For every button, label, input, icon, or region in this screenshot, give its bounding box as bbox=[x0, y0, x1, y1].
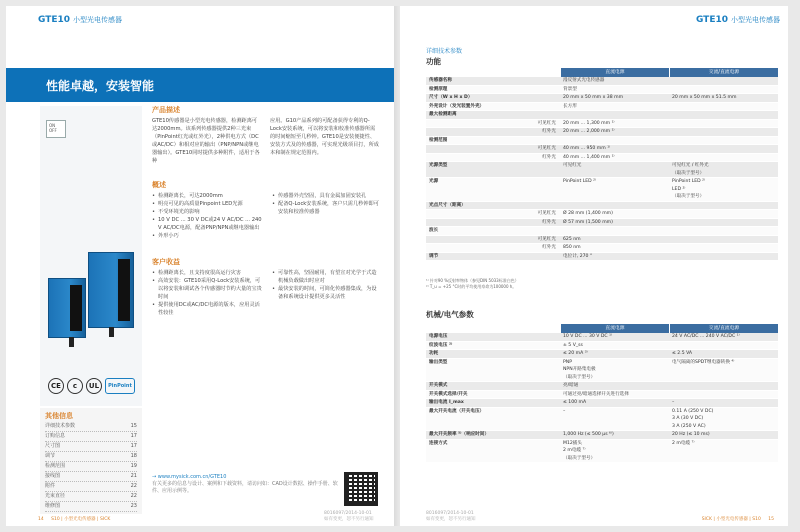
row-value-dc bbox=[560, 111, 669, 119]
right-doc-code: 8016097/2014-10-01 bbox=[426, 511, 474, 516]
row-value-dc: 可通过亮/暗通选择开关进行选择 bbox=[563, 391, 629, 397]
bullet-item: • 高效安装：GTE10采用Q-Lock安装系统，可以将安装和调试各个传感器时节约大量的宝贵时间 bbox=[152, 277, 262, 301]
ce-mark-icon: CE bbox=[48, 378, 64, 394]
row-value-dc: 10 V DC ... 30 V DC ¹⁾ bbox=[563, 334, 613, 339]
row-label: 最大开关频率 ⁵⁾（响应时间） bbox=[429, 432, 490, 437]
left-page-number: 14 bbox=[38, 517, 44, 522]
row-label: 输出电流 I_max bbox=[429, 400, 464, 405]
product-description bbox=[152, 106, 260, 165]
header-model-right: GTE10 bbox=[695, 15, 728, 25]
pinpoint-logo: PinPoint bbox=[105, 378, 135, 394]
functional-table bbox=[426, 68, 778, 261]
row-value-acdc bbox=[669, 391, 778, 399]
row-value-acdc bbox=[669, 154, 778, 162]
right-page bbox=[400, 6, 788, 526]
row-value-dc bbox=[560, 227, 669, 235]
right-footer-text: SICK | 小型光电传感器 | S10 bbox=[701, 517, 761, 522]
left-page bbox=[6, 6, 394, 526]
benefits-list-2 bbox=[272, 269, 380, 317]
table-row bbox=[426, 253, 778, 262]
table-row bbox=[426, 219, 778, 228]
toc-item-page: 23 bbox=[130, 503, 137, 509]
electrical-title: 机械/电气参数 bbox=[426, 310, 474, 319]
row-value-acdc bbox=[669, 236, 778, 244]
row-label: 调节 bbox=[429, 253, 439, 259]
toc-item-label: 详细技术参数 bbox=[45, 423, 76, 429]
row-value-dc: 漫反射式光电传感器 bbox=[563, 78, 605, 83]
toc-item-label: 检测范围 bbox=[45, 463, 66, 469]
toc-item[interactable] bbox=[45, 492, 137, 502]
more-info-link-block bbox=[152, 474, 338, 495]
table-row bbox=[426, 86, 778, 95]
overview-section bbox=[152, 181, 380, 240]
toc-item[interactable] bbox=[45, 482, 137, 492]
row-label: 传感器名称 bbox=[429, 78, 452, 83]
table-row bbox=[426, 120, 778, 129]
row-value-acdc bbox=[669, 202, 778, 210]
left-doc-note: 如有变更，恕不另行通知 bbox=[324, 517, 374, 522]
row-value-dc: ≤ 20 mA ³⁾ bbox=[563, 351, 588, 356]
row-value-acdc: 0.11 A (250 V DC) 3 A (30 V DC) 3 A (250 V AC) bbox=[672, 408, 714, 429]
row-value-dc: 20 mm ... 2,000 mm ¹⁾ bbox=[563, 129, 615, 134]
table-row bbox=[426, 391, 778, 400]
table-row bbox=[426, 227, 778, 236]
row-value-dc: M12插头 2 m电缆 ⁷⁾ （取决于型号） bbox=[563, 440, 596, 461]
product-description-text-2: 应用。G10产品系列的可配备获得专利的Q-Lock安装系统，可以将安装和校准传感器所需的时间缩短至几秒钟。GTE10是安装便捷性、安装方式及的传感器，可实现光级项目打，所成本和制在规定范围内。 bbox=[270, 118, 379, 156]
table-row bbox=[426, 350, 778, 359]
bullet-item: • 提供使用DC或AC/DC电源的版本，应用灵活性较佳 bbox=[152, 301, 262, 317]
product-description-cont bbox=[270, 117, 380, 157]
table-row bbox=[426, 382, 778, 391]
row-label: 红外光 bbox=[542, 219, 556, 225]
row-value-acdc: ≤ 2.5 VA bbox=[672, 351, 693, 356]
row-label: 开关模式选择/开关 bbox=[429, 391, 468, 397]
row-value-dc: 40 mm ... 1,400 mm ¹⁾ bbox=[563, 154, 615, 160]
row-label: 外壳设计（发光装置外壳） bbox=[429, 103, 485, 109]
table-row bbox=[426, 210, 778, 219]
header-dc: 直流电源 bbox=[561, 68, 669, 77]
row-label: 光源 bbox=[429, 179, 439, 184]
functional-title: 功能 bbox=[426, 57, 441, 66]
row-label: 开关模式 bbox=[429, 383, 448, 388]
row-value-acdc: 20 mm x 50 mm x 51.5 mm bbox=[672, 95, 737, 100]
table-row bbox=[426, 342, 778, 351]
toc-item-label: 接线图 bbox=[45, 473, 61, 479]
hero-banner bbox=[6, 68, 394, 102]
row-value-dc: 可见红光 bbox=[563, 163, 582, 168]
table-row bbox=[426, 77, 778, 86]
row-label: 可见红光 bbox=[537, 211, 556, 216]
footnote-2: ²⁾ T_u = +25 °C时的平均使用寿命为100000 h。 bbox=[426, 284, 517, 289]
row-value-acdc bbox=[669, 244, 778, 252]
header-dc-2: 直流电源 bbox=[561, 324, 669, 333]
row-label: 光点尺寸（距离） bbox=[429, 202, 466, 208]
row-label: 红外光 bbox=[542, 154, 556, 160]
electrical-table bbox=[426, 324, 778, 463]
table-row bbox=[426, 244, 778, 253]
row-value-acdc bbox=[669, 145, 778, 153]
toc-item-page: 19 bbox=[130, 463, 137, 469]
product-url-link[interactable]: → www.mysick.com.cn/GTE10 bbox=[152, 474, 227, 480]
right-footer bbox=[702, 516, 780, 522]
table-row bbox=[426, 178, 778, 202]
row-value-dc: 1,000 Hz (≤ 500 µs ⁶⁾) bbox=[563, 432, 614, 437]
footnote-1: ¹⁾ 针对90 %反射率物体（参见DIN 5033标准白色） bbox=[426, 278, 519, 283]
bullet-item: • 配备Q-Lock安装系统，客户只需几秒钟即可安装和校准传感器 bbox=[272, 200, 380, 216]
overview-title: 概述 bbox=[152, 181, 166, 189]
row-value-acdc: PinPoint LED ²⁾ LED ²⁾ （取决于型号） bbox=[672, 179, 706, 199]
row-label: 可见红光 bbox=[537, 120, 556, 126]
row-value-acdc bbox=[669, 111, 778, 119]
running-header bbox=[38, 15, 122, 25]
product-description-title: 产品描述 bbox=[152, 106, 180, 114]
row-label: 连接方式 bbox=[429, 440, 448, 446]
overview-list-1 bbox=[152, 192, 262, 240]
row-value-acdc bbox=[669, 382, 778, 390]
row-value-dc: 40 mm ... 950 mm ¹⁾ bbox=[563, 146, 611, 151]
toc-item-page: 18 bbox=[130, 453, 137, 459]
more-info-note: 有关更多的信息与设计、案例和下载资料，请访问如：CAD设计数据、操作手册、软件、应用示例等。 bbox=[152, 481, 338, 494]
ul-mark-icon: UL bbox=[86, 378, 102, 394]
row-value-dc: Ø 28 mm (1,400 mm) bbox=[563, 211, 613, 216]
toc-item[interactable] bbox=[45, 502, 137, 512]
row-value-dc: 850 nm bbox=[563, 245, 581, 250]
row-label: 可见红光 bbox=[537, 146, 556, 151]
bullet-item: • 最快安装的时间，可简化传感器集成，为设备和系统设计提供更多灵活性 bbox=[272, 285, 380, 301]
more-info-panel bbox=[40, 408, 142, 514]
header-model: GTE10 bbox=[38, 15, 71, 25]
row-label: 可见红光 bbox=[537, 236, 556, 242]
table-row bbox=[426, 440, 778, 464]
row-label: 光源类型 bbox=[429, 163, 448, 168]
row-value-acdc bbox=[669, 128, 778, 136]
more-info-title: 其他信息 bbox=[45, 412, 73, 420]
product-photo bbox=[40, 106, 142, 406]
row-label: 波长 bbox=[429, 228, 439, 233]
toc-item[interactable] bbox=[45, 462, 137, 472]
row-value-acdc bbox=[669, 219, 778, 227]
row-value-acdc: 可见红光 / 红外光 （取决于型号） bbox=[672, 163, 709, 176]
row-value-dc: 背景型 bbox=[563, 86, 577, 92]
right-page-number: 15 bbox=[768, 517, 774, 522]
row-value-acdc bbox=[669, 210, 778, 218]
hero-title: 性能卓越，安装智能 bbox=[46, 79, 155, 93]
toc-item-page: 22 bbox=[130, 483, 137, 489]
toc-item-label: 光束直径 bbox=[45, 493, 66, 499]
row-label: 最大开关电流（开关电压） bbox=[429, 408, 485, 414]
bullet-item: • 10 V DC ... 30 V DC或24 V AC/DC ... 240 V AC/DC电源，配备PNP/NPN或继电器输出 bbox=[152, 216, 262, 232]
electrical-table-header bbox=[426, 324, 778, 333]
toc-item-label: 维修图 bbox=[45, 503, 61, 509]
right-footer-code bbox=[426, 511, 476, 522]
functional-footnotes bbox=[426, 278, 519, 290]
section-label: 详细技术参数 bbox=[426, 48, 463, 55]
table-row bbox=[426, 103, 778, 112]
toc-item[interactable] bbox=[45, 422, 137, 432]
row-value-acdc bbox=[669, 103, 778, 111]
bullet-item: • 检测距离长，可达2000mm bbox=[152, 192, 262, 200]
row-value-dc: ≤ 100 mA bbox=[563, 400, 587, 405]
row-label: 电源电压 bbox=[429, 334, 448, 339]
qr-code-icon bbox=[344, 472, 378, 506]
sensor-image-small bbox=[48, 278, 86, 338]
table-row bbox=[426, 408, 778, 432]
header-subtitle: 小型光电传感器 bbox=[73, 16, 123, 24]
table-row bbox=[426, 162, 778, 178]
row-label: 纹波电压 ²⁾ bbox=[429, 342, 453, 348]
toc-item-label: 调节 bbox=[45, 453, 56, 459]
row-value-acdc bbox=[669, 253, 778, 261]
toc-item-page: 17 bbox=[130, 443, 137, 449]
toc-item-label: 附件 bbox=[45, 483, 56, 489]
toc-item[interactable] bbox=[45, 442, 137, 452]
table-row bbox=[426, 359, 778, 383]
row-label: 功耗 bbox=[429, 351, 439, 356]
table-row bbox=[426, 431, 778, 440]
switch-mode-icon: ON OFF bbox=[46, 120, 66, 138]
bullet-item: • 传感器外壳坚固，具有金属加固安装孔 bbox=[272, 192, 380, 200]
header-acdc-2: 交流/直流电源 bbox=[670, 324, 778, 333]
row-label: 输出类型 bbox=[429, 359, 448, 365]
benefits-title: 客户收益 bbox=[152, 258, 180, 266]
bullet-item: • 明亮可见的高质量Pinpoint LED光源 bbox=[152, 200, 262, 208]
row-value-acdc bbox=[669, 137, 778, 145]
row-value-acdc bbox=[669, 342, 778, 350]
toc-item[interactable] bbox=[45, 472, 137, 482]
toc-item-page: 21 bbox=[130, 473, 137, 479]
overview-list-2 bbox=[272, 192, 380, 240]
right-doc-note: 如有变更，恕不另行通知 bbox=[426, 517, 476, 522]
sensor-image-large bbox=[88, 252, 134, 328]
toc-item[interactable] bbox=[45, 432, 137, 442]
bullet-item: • 外形小巧 bbox=[152, 232, 262, 240]
bullet-item: • 检测距离长，且支持度很高运行灾害 bbox=[152, 269, 262, 277]
table-row bbox=[426, 333, 778, 342]
row-value-dc: 长方形 bbox=[563, 103, 577, 109]
product-description-text: GTE10传感器是小型光电传感器，检测距离可达2000mm。该系列传感器提供2种三光束（PinPoint红光或红外光），2种供电方式（DC或AC/DC）和相对应的输出（PNP/NPN或继电器输出）。GTE10同时提供多种附件，适用于各种 bbox=[152, 118, 260, 164]
bullet-item: • 不受环境光的影响 bbox=[152, 208, 262, 216]
row-value-acdc: – bbox=[672, 400, 675, 405]
header-subtitle-right: 小型光电传感器 bbox=[731, 16, 780, 24]
table-row bbox=[426, 202, 778, 211]
row-value-dc: PNP NPN开路集电极 （取决于型号） bbox=[563, 359, 596, 380]
row-label: 检测范围 bbox=[429, 137, 448, 143]
left-footer bbox=[38, 516, 116, 522]
certification-logos bbox=[48, 378, 135, 394]
table-row bbox=[426, 94, 778, 103]
toc-item-page: 17 bbox=[130, 433, 137, 439]
row-value-dc bbox=[560, 202, 669, 210]
row-label: 检测原理 bbox=[429, 86, 448, 92]
row-value-dc: ± 5 V_ss bbox=[563, 342, 583, 348]
left-footer-text: S10 | 小型光电传感器 | SICK bbox=[51, 517, 111, 522]
table-row bbox=[426, 128, 778, 137]
table-row bbox=[426, 154, 778, 163]
toc-item-label: 订购信息 bbox=[45, 433, 66, 439]
table-row bbox=[426, 137, 778, 146]
toc-item-page: 22 bbox=[130, 493, 137, 499]
row-value-dc: 20 mm x 50 mm x 38 mm bbox=[563, 95, 624, 100]
row-value-dc: 电位计, 270 ° bbox=[563, 253, 593, 259]
toc-item-label: 尺寸图 bbox=[45, 443, 61, 449]
c-mark-icon: c bbox=[67, 378, 83, 394]
row-label: 红外光 bbox=[542, 129, 556, 134]
row-value-dc: PinPoint LED ²⁾ bbox=[563, 179, 597, 184]
row-value-acdc bbox=[669, 227, 778, 235]
row-value-dc: 625 nm bbox=[563, 236, 581, 242]
left-footer-code bbox=[324, 511, 374, 522]
row-label: 尺寸（W x H x D） bbox=[429, 95, 473, 100]
row-value-dc: 亮/暗通 bbox=[563, 383, 579, 388]
header-acdc: 交流/直流电源 bbox=[670, 68, 778, 77]
row-label: 红外光 bbox=[542, 245, 556, 250]
row-value-dc: 20 mm ... 1,300 mm ¹⁾ bbox=[563, 120, 615, 126]
toc-item[interactable] bbox=[45, 452, 137, 462]
row-value-dc: Ø 57 mm (1,500 mm) bbox=[563, 219, 613, 225]
row-value-acdc bbox=[669, 86, 778, 94]
left-doc-code: 8016097/2014-10-01 bbox=[324, 511, 372, 516]
benefits-section bbox=[152, 258, 380, 317]
table-row bbox=[426, 399, 778, 408]
row-value-acdc bbox=[669, 77, 778, 85]
bullet-item: • 可靠性高，坚固耐用，有望宣对光学于式造机械负载做出时应对 bbox=[272, 269, 380, 285]
table-row bbox=[426, 236, 778, 245]
row-value-acdc bbox=[669, 120, 778, 128]
row-value-dc: – bbox=[563, 408, 566, 414]
table-row bbox=[426, 111, 778, 120]
row-label: 最大检测距离 bbox=[429, 112, 457, 117]
toc-item-page: 15 bbox=[130, 423, 137, 429]
table-row bbox=[426, 145, 778, 154]
row-value-acdc: 20 Hz (≤ 10 ms) bbox=[672, 432, 710, 437]
row-value-acdc: 24 V AC/DC ... 240 V AC/DC ¹⁾ bbox=[672, 334, 740, 339]
row-value-acdc: 2 m电缆 ⁷⁾ bbox=[672, 440, 695, 446]
functional-table-header bbox=[426, 68, 778, 77]
benefits-list-1 bbox=[152, 269, 262, 317]
running-header-right bbox=[696, 15, 780, 25]
row-value-acdc: 电气隔离的SPDT继电器转换 ⁴⁾ bbox=[672, 359, 735, 365]
row-value-dc bbox=[560, 137, 669, 145]
